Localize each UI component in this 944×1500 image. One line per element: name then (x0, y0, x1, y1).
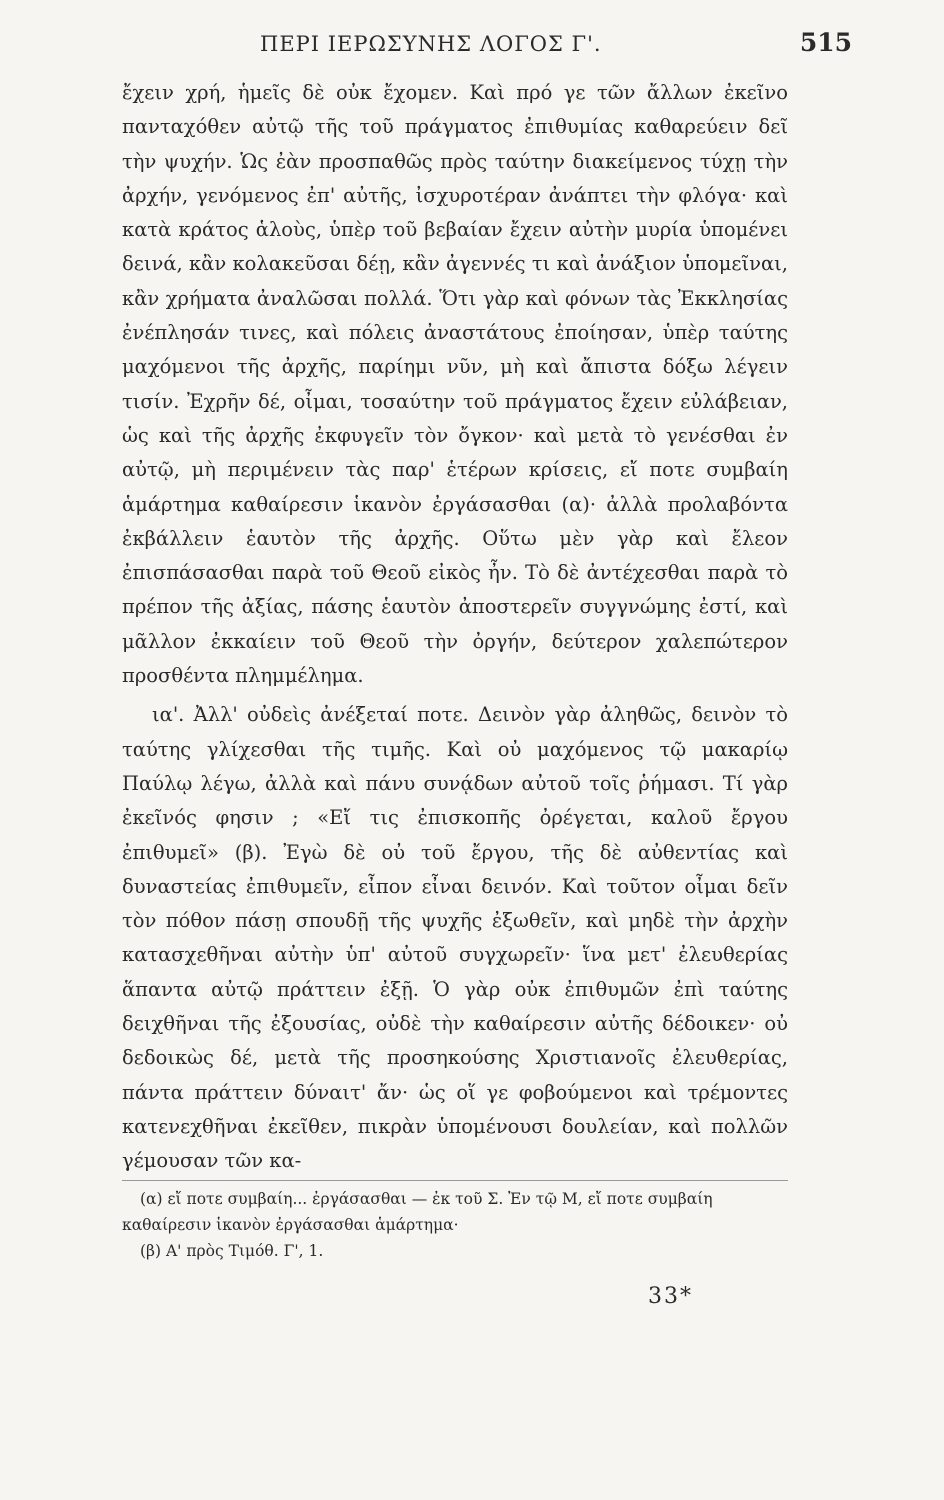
footnotes (122, 1186, 788, 1264)
signature-mark: 33* (648, 1284, 693, 1309)
paragraph-section-11: ια'. Ἀλλ' οὐδεὶς ἀνέξεταί ποτε. Δεινὸν γὰρ ἀληθῶς, δεινὸν τὸ ταύτης γλίχεσθαι τῆς τιμῆς. Καὶ οὐ μαχόμενος τῷ μακαρίῳ Παύλῳ λέγω, ἀλλὰ καὶ πάνυ συνᾴδων αὐτοῦ τοῖς ῥήμασι. Τί γὰρ ἐκεῖνός φησιν ; «Εἴ τις ἐπισκοπῆς ὀρέγεται, καλοῦ ἔργου ἐπιθυμεῖ» (β). Ἐγὼ δὲ οὐ τοῦ ἔργου, τῆς δὲ αὐθεντίας καὶ δυναστείας ἐπιθυμεῖν, εἶπον εἶναι δεινόν. Καὶ τοῦτον οἶμαι δεῖν τὸν πόθον πάσῃ σπουδῇ τῆς ψυχῆς ἐξωθεῖν, καὶ μηδὲ τὴν ἀρχὴν κατασχεθῆναι αὐτὴν ὑπ' αὐτοῦ συγχωρεῖν· ἵνα μετ' ἐλευθερίας ἅπαντα αὐτῷ πράττειν ἐξῇ. Ὁ γὰρ οὐκ ἐπιθυμῶν ἐπὶ ταύτης δειχθῆναι τῆς ἐξουσίας, οὐδὲ τὴν καθαίρεσιν αὐτῆς δέδοικεν· οὐ δεδοικὼς δέ, μετὰ τῆς προσηκούσης Χριστιανοῖς ἐλευθερίας, πάντα πράττειν δύναιτ' ἄν· ὡς οἵ γε φοβούμενοι καὶ τρέμοντες κατενεχθῆναι ἐκεῖθεν, πικρὰν ὑπομένουσι δουλείαν, καὶ πολλῶν γέμουσαν τῶν κα- (122, 703, 788, 1173)
page-number: 515 (799, 28, 852, 57)
footnote-a: (α) εἴ ποτε συμβαίη... ἐργάσασθαι — ἐκ τοῦ Σ. Ἐν τῷ Μ, εἴ ποτε συμβαίη καθαίρεσιν ἱκανὸν ἐργάσασθαι ἁμάρτημα· (122, 1190, 713, 1234)
paragraph: ἔχειν χρή, ἡμεῖς δὲ οὐκ ἔχομεν. Καὶ πρό γε τῶν ἄλλων ἐκεῖνο πανταχόθεν αὐτῷ τῆς τοῦ πράγματος ἐπιθυμίας καθαρεύειν δεῖ τὴν ψυχήν. Ὡς ἐὰν προσπαθῶς πρὸς ταύτην διακείμενος τύχῃ τὴν ἀρχήν, γενόμενος ἐπ' αὐτῆς, ἰσχυροτέραν ἀνάπτει τὴν φλόγα· καὶ κατὰ κράτος ἁλοὺς, ὑπὲρ τοῦ βεβαίαν ἔχειν αὐτὴν μυρία ὑπομένει δεινά, κἂν κολακεῦσαι δέῃ, κἂν ἀγεννές τι καὶ ἀνάξιον ὑπομεῖναι, κἂν χρήματα ἀναλῶσαι πολλά. Ὅτι γὰρ καὶ φόνων τὰς Ἐκκλησίας ἐνέπλησάν τινες, καὶ πόλεις ἀναστάτους ἐποίησαν, ὑπὲρ ταύτης μαχόμενοι τῆς ἀρχῆς, παρίημι νῦν, μὴ καὶ ἄπιστα δόξω λέγειν τισίν. Ἐχρῆν δέ, οἶμαι, τοσαύτην τοῦ πράγματος ἔχειν εὐλάβειαν, ὡς καὶ τῆς ἀρχῆς ἐκφυγεῖν τὸν ὄγκον· καὶ μετὰ τὸ γενέσθαι ἐν αὐτῷ, μὴ περιμένειν τὰς παρ' ἑτέρων κρίσεις, εἴ ποτε συμβαίη ἁμάρτημα καθαίρεσιν ἱκανὸν ἐργάσασθαι (α)· ἀλλὰ προλαβόντα ἐκβάλλειν ἑαυτὸν τῆς ἀρχῆς. Οὕτω μὲν γὰρ καὶ ἔλεον ἐπισπάσασθαι παρὰ τοῦ Θεοῦ εἰκὸς ἦν. Τὸ δὲ ἀντέχεσθαι παρὰ τὸ πρέπον τῆς ἀξίας, πάσης ἑαυτὸν ἀποστερεῖν συγγνώμης ἐστί, καὶ μᾶλλον ἐκκαίειν τοῦ Θεοῦ τὴν ὀργήν, δεύτερον χαλεπώτερον προσθέντα πλημμέλημα. (122, 81, 788, 688)
footnote-b: (β) Α' πρὸς Τιμόθ. Γ', 1. (140, 1242, 324, 1260)
footnote-divider (122, 1180, 788, 1181)
page-header (120, 24, 852, 74)
running-title: ΠΕΡΙ ΙΕΡΩΣΥΝΗΣ ΛΟΓΟΣ Γ'. (260, 32, 602, 56)
body-text (122, 76, 788, 1179)
